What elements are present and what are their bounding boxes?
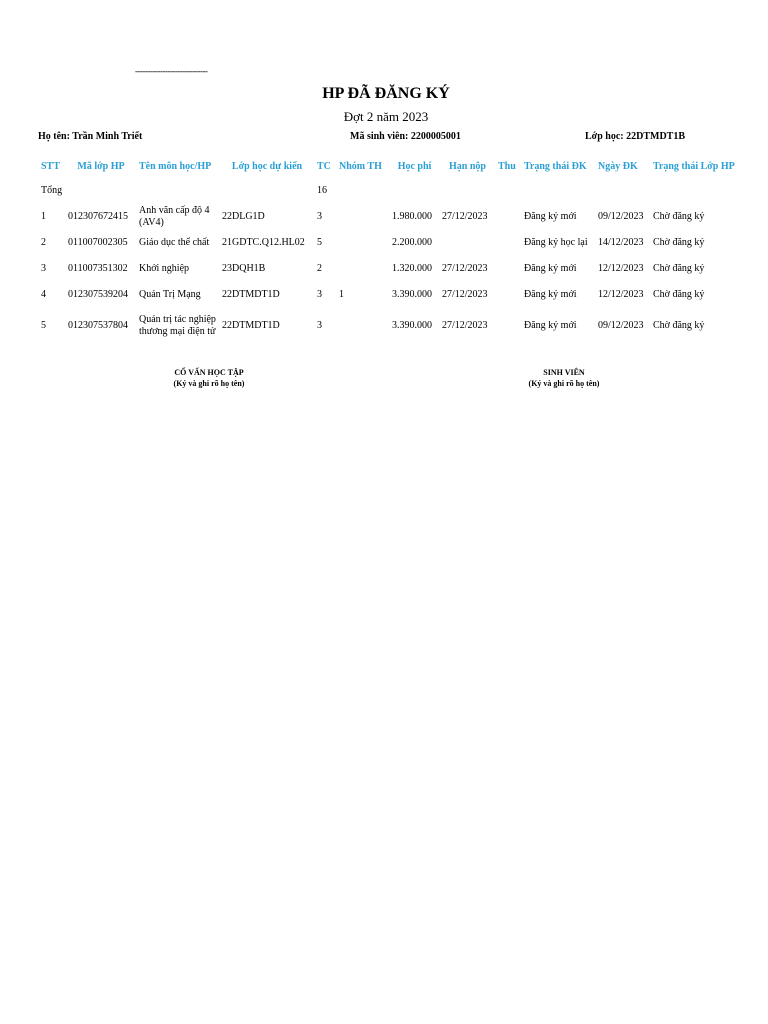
cell-planned-class: 22DLG1D (222, 211, 265, 222)
total-credits: 16 (317, 185, 327, 196)
header-fee: Học phí (397, 160, 432, 172)
cell-paid (495, 308, 521, 344)
cell-fee: 1.320.000 (392, 263, 432, 274)
cell-stt: 4 (41, 289, 46, 300)
header-reg-status: Trạng thái ĐK (524, 160, 587, 172)
cell-planned-class: 22DTMDT1D (222, 320, 280, 331)
cell-course-code: 012307539204 (68, 289, 128, 300)
cell-reg-date: 12/12/2023 (598, 263, 644, 274)
cell-paid (495, 256, 521, 282)
cell-planned-class: 23DQH1B (222, 263, 266, 274)
student-class: 22DTMDT1B (626, 131, 686, 142)
cell-reg-date: 09/12/2023 (598, 211, 644, 222)
cell-course-code: 012307672415 (68, 211, 128, 222)
registered-courses-table (38, 154, 744, 344)
cell-paid (495, 282, 521, 308)
student-sig-note: (Ký và ghi rõ họ tên) (528, 379, 600, 388)
cell-credits: 3 (317, 289, 322, 300)
cell-class-status: Chờ đăng ký (653, 211, 705, 222)
cell-reg-date: 09/12/2023 (598, 320, 644, 331)
student-name-label: Họ tên: (38, 131, 70, 142)
cell-class-status: Chờ đăng ký (653, 237, 705, 248)
cell-course-name: Anh văn cấp độ 4 (AV4) (139, 205, 210, 228)
cell-course-name: Quản trị tác nghiệp thương mại điện tử (139, 314, 216, 337)
cell-paid (495, 204, 521, 230)
cell-reg-date: 14/12/2023 (598, 237, 644, 248)
page-title: HP ĐÃ ĐĂNG KÝ (322, 85, 450, 102)
header-course-code: Mã lớp HP (77, 160, 125, 172)
header-group: Nhóm TH (339, 160, 382, 172)
cell-group (336, 256, 389, 282)
cell-due-date: 27/12/2023 (442, 289, 488, 300)
cell-credits: 3 (317, 320, 322, 331)
cell-class-status: Chờ đăng ký (653, 263, 705, 274)
cell-credits: 5 (317, 237, 322, 248)
cell-class-status: Chờ đăng ký (653, 289, 705, 300)
cell-reg-status: Đăng ký học lại (524, 237, 588, 248)
cell-planned-class: 22DTMDT1D (222, 289, 280, 300)
student-class-info (585, 131, 685, 142)
student-class-label: Lớp học: (585, 131, 624, 142)
cell-fee: 3.390.000 (392, 289, 432, 300)
student-id-label: Mã sinh viên: (350, 131, 409, 142)
cell-course-code: 011007351302 (68, 263, 128, 274)
cell-reg-date: 12/12/2023 (598, 289, 644, 300)
student-name: Trần Minh Triết (72, 131, 143, 142)
cell-credits: 2 (317, 263, 322, 274)
student-sig-title: SINH VIÊN (543, 368, 585, 377)
cell-paid (495, 230, 521, 256)
student-name-info (38, 131, 142, 142)
table-header-row (38, 154, 744, 178)
cell-course-code: 011007002305 (68, 237, 128, 248)
header-reg-date: Ngày ĐK (598, 160, 638, 172)
cell-reg-status: Đăng ký mới (524, 320, 577, 331)
cell-course-name: Quản Trị Mạng (139, 289, 201, 300)
cell-due-date: 27/12/2023 (442, 211, 488, 222)
cell-course-name: Khởi nghiệp (139, 263, 190, 274)
advisor-note: (Ký và ghi rõ họ tên) (173, 379, 245, 388)
student-id: 2200005001 (410, 131, 461, 142)
cell-group: 1 (339, 289, 344, 300)
header-dashes: ----------------------------- (135, 66, 208, 76)
cell-course-name: Giáo dục thể chất (139, 237, 210, 248)
cell-fee: 2.200.000 (392, 237, 432, 248)
table-row (38, 230, 744, 256)
cell-group (336, 308, 389, 344)
table-row (38, 282, 744, 308)
cell-stt: 3 (41, 263, 46, 274)
table-row (38, 204, 744, 230)
cell-credits: 3 (317, 211, 322, 222)
student-id-info (350, 131, 461, 142)
header-class-status: Trạng thái Lớp HP (653, 160, 735, 172)
cell-fee: 3.390.000 (392, 320, 432, 331)
cell-course-code: 012307537804 (68, 320, 128, 331)
cell-reg-status: Đăng ký mới (524, 211, 577, 222)
advisor-signature-block (130, 367, 288, 389)
header-credits: TC (317, 160, 331, 172)
advisor-title: CỐ VẤN HỌC TẬP (174, 368, 244, 377)
total-row (38, 178, 744, 204)
total-empty (336, 178, 744, 204)
header-stt: STT (41, 160, 60, 172)
page-subtitle: Đợt 2 năm 2023 (343, 109, 429, 124)
cell-due-date: 27/12/2023 (442, 263, 488, 274)
cell-stt: 2 (41, 237, 46, 248)
total-label: Tổng (41, 185, 63, 196)
table-row (38, 256, 744, 282)
table-row (38, 308, 744, 344)
cell-reg-status: Đăng ký mới (524, 263, 577, 274)
cell-due-date (439, 230, 495, 256)
cell-due-date: 27/12/2023 (442, 320, 488, 331)
cell-reg-status: Đăng ký mới (524, 289, 577, 300)
cell-planned-class: 21GDTC.Q12.HL02 (222, 237, 305, 248)
header-planned-class: Lớp học dự kiến (231, 160, 303, 172)
student-signature-block (485, 367, 643, 389)
cell-stt: 1 (41, 211, 46, 222)
header-paid: Thu (498, 160, 516, 172)
header-due-date: Hạn nộp (449, 160, 486, 172)
cell-group (336, 204, 389, 230)
cell-group (336, 230, 389, 256)
header-course-name: Tên môn học/HP (139, 160, 212, 172)
cell-class-status: Chờ đăng ký (653, 320, 705, 331)
cell-stt: 5 (41, 320, 46, 331)
cell-fee: 1.980.000 (392, 211, 432, 222)
